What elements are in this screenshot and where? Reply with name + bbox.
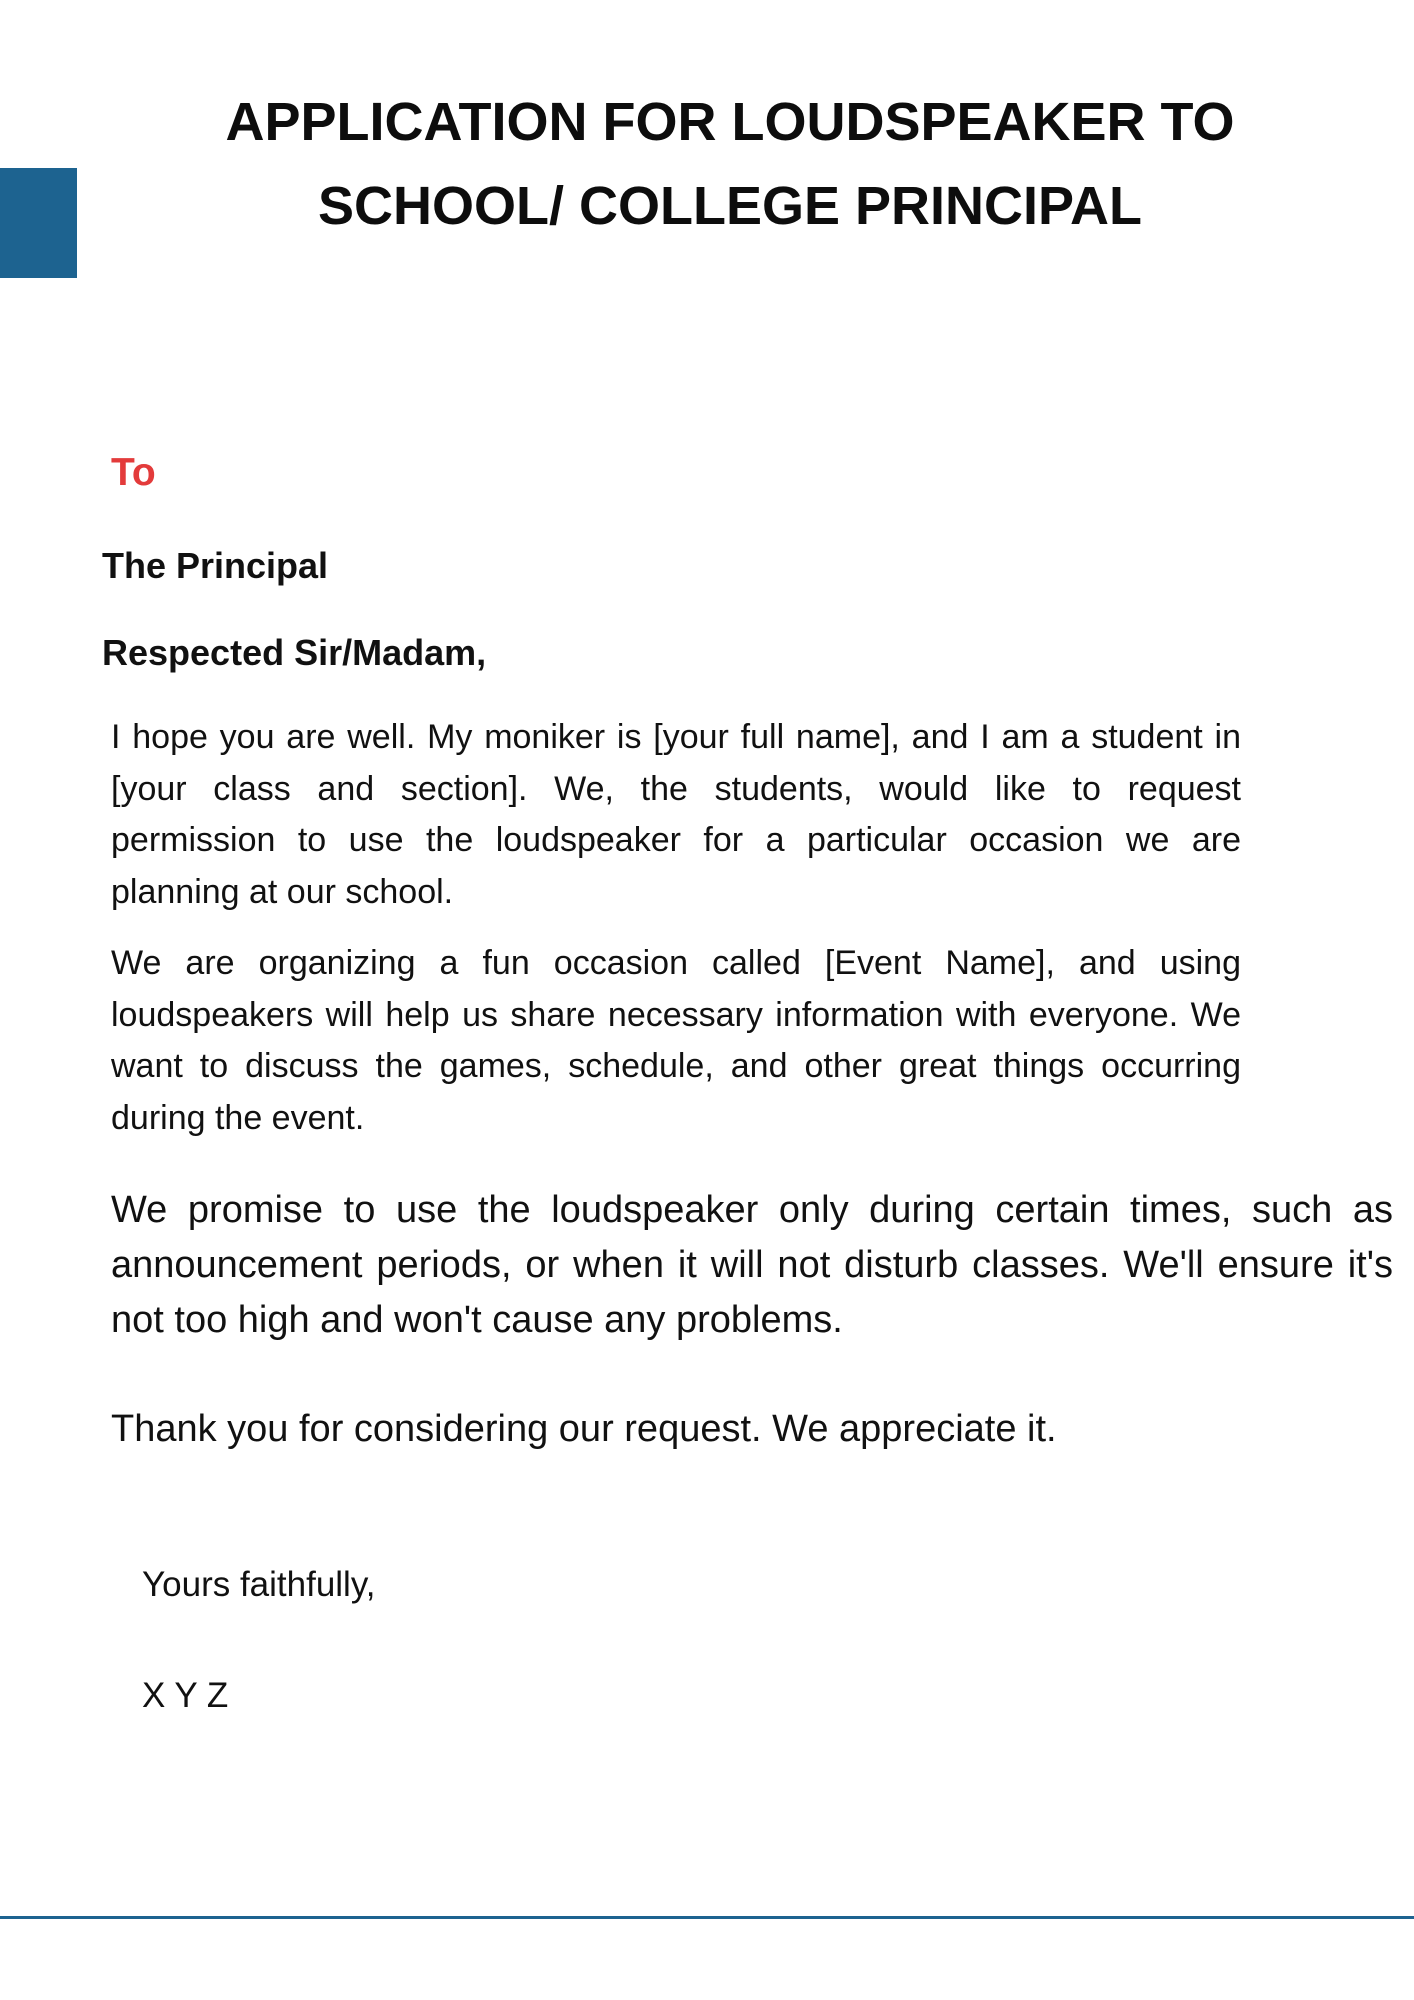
body-paragraph-2: We are organizing a fun occasion called [Event Name], and using loudspeakers will help us share necessary information with everyone. We want to discuss the games, schedule, and other great things occurring during the event.: [111, 944, 1241, 1137]
to-label: To: [111, 451, 156, 494]
signature: X Y Z: [142, 1676, 229, 1715]
salutation: Respected Sir/Madam,: [102, 632, 487, 673]
body-paragraph-3: We promise to use the loudspeaker only during certain times, such as announcement periods, or when it will not disturb classes. We'll ensure it's not too high and won't cause any problems.: [111, 1189, 1393, 1341]
accent-block: [0, 168, 77, 278]
page-title: APPLICATION FOR LOUDSPEAKER TO SCHOOL/ COLLEGE PRINCIPAL: [225, 92, 1235, 236]
recipient: The Principal: [102, 545, 329, 586]
body-paragraph-4: Thank you for considering our request. We appreciate it.: [111, 1408, 1057, 1450]
closing: Yours faithfully,: [142, 1565, 376, 1604]
body-paragraph-1: I hope you are well. My moniker is [your full name], and I am a student in [your class and section]. We, the students, would like to request permission to use the loudspeaker for a particular occasion we are planning at our school.: [111, 718, 1241, 911]
footer-rule: [0, 1916, 1414, 1919]
